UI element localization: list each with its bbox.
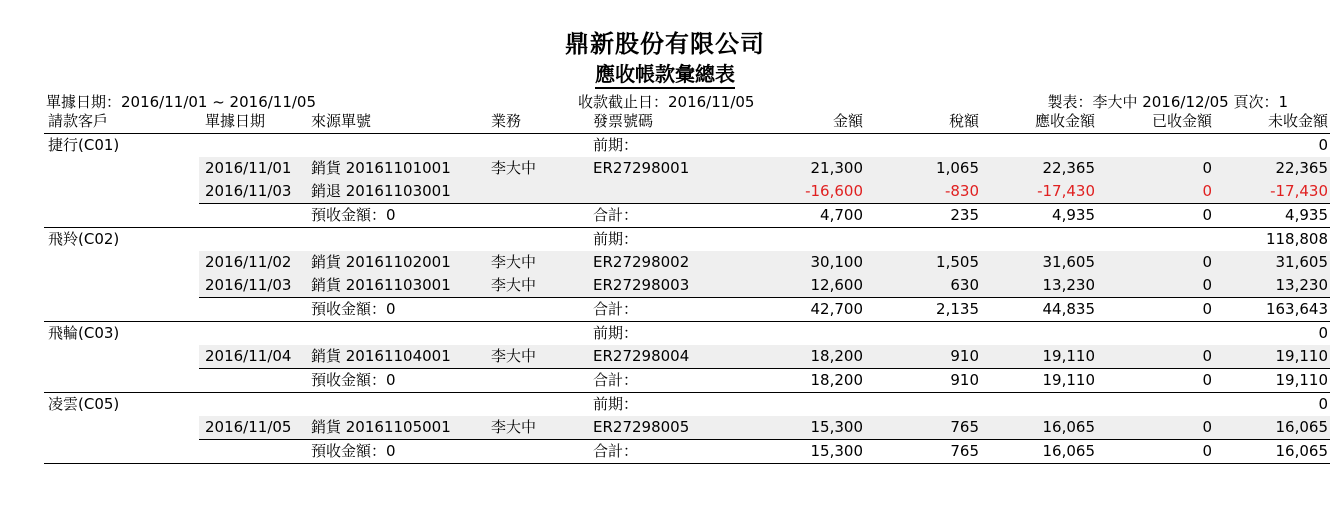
total-tax: 765 <box>865 440 981 464</box>
empty-cell <box>303 134 483 158</box>
empty-cell <box>981 134 1097 158</box>
total-outstanding: 4,935 <box>1214 204 1330 228</box>
customer-row <box>44 322 1330 346</box>
col-amount: 金額 <box>735 110 865 134</box>
total-outstanding: 16,065 <box>1214 440 1330 464</box>
date-range: 單據日期：2016/11/01 ~ 2016/11/05 <box>46 93 317 111</box>
empty-cell <box>199 228 303 252</box>
total-receivable: 4,935 <box>981 204 1097 228</box>
doc-date: 2016/11/03 <box>199 274 303 298</box>
table-row <box>44 274 1330 298</box>
amount-value: 15,300 <box>735 416 865 440</box>
empty-cell <box>303 393 483 417</box>
received-value: 0 <box>1097 180 1214 204</box>
receivable-value: 13,230 <box>981 274 1097 298</box>
maker-and-page: 製表：李大中 2016/12/05 頁次：1 <box>1047 93 1288 111</box>
customer-row <box>44 134 1330 158</box>
total-label: 合計： <box>585 298 735 322</box>
sales-rep: 李大中 <box>483 251 585 274</box>
total-tax: 2,135 <box>865 298 981 322</box>
empty-cell <box>483 393 585 417</box>
sales-rep <box>483 180 585 204</box>
invoice-no: ER27298003 <box>585 274 735 298</box>
total-received: 0 <box>1097 369 1214 393</box>
total-amount: 42,700 <box>735 298 865 322</box>
empty-cell <box>483 228 585 252</box>
doc-date: 2016/11/05 <box>199 416 303 440</box>
outstanding-value: 22,365 <box>1214 157 1330 180</box>
tax-value: 1,505 <box>865 251 981 274</box>
empty-cell <box>483 134 585 158</box>
empty-cell <box>735 322 865 346</box>
col-received: 已收金額 <box>1097 110 1214 134</box>
empty-cell <box>483 369 585 393</box>
prior-balance: 0 <box>1318 324 1328 342</box>
tax-value: -830 <box>865 180 981 204</box>
total-received: 0 <box>1097 298 1214 322</box>
table-row <box>44 180 1330 204</box>
received-value: 0 <box>1097 251 1214 274</box>
prior-label: 前期： <box>593 136 639 154</box>
prior-label: 前期： <box>593 230 639 248</box>
col-customer: 請款客戶 <box>44 110 199 134</box>
outstanding-value: -17,430 <box>1214 180 1330 204</box>
empty-cell <box>199 393 303 417</box>
tax-value: 765 <box>865 416 981 440</box>
empty-cell <box>483 440 585 464</box>
total-received: 0 <box>1097 440 1214 464</box>
total-received: 0 <box>1097 204 1214 228</box>
receivable-value: 31,605 <box>981 251 1097 274</box>
empty-cell <box>303 322 483 346</box>
outstanding-value: 19,110 <box>1214 345 1330 369</box>
empty-cell <box>44 416 199 440</box>
empty-cell <box>981 322 1097 346</box>
sales-rep: 李大中 <box>483 416 585 440</box>
col-sales: 業務 <box>483 110 585 134</box>
col-outstanding: 未收金額 <box>1214 110 1330 134</box>
empty-cell <box>483 322 585 346</box>
source-no: 銷退 20161103001 <box>303 180 483 204</box>
empty-cell <box>865 393 981 417</box>
invoice-no: ER27298002 <box>585 251 735 274</box>
empty-cell <box>44 440 199 464</box>
empty-cell <box>199 369 303 393</box>
empty-cell <box>1097 393 1214 417</box>
customer-name: 飛羚(C02) <box>48 230 120 248</box>
col-receivable: 應收金額 <box>981 110 1097 134</box>
source-no: 銷貨 20161103001 <box>303 274 483 298</box>
empty-cell <box>981 393 1097 417</box>
amount-value: 12,600 <box>735 274 865 298</box>
customer-name: 捷行(C01) <box>48 136 120 154</box>
customer-row <box>44 228 1330 252</box>
col-doc-date: 單據日期 <box>199 110 303 134</box>
empty-cell <box>44 369 199 393</box>
total-amount: 15,300 <box>735 440 865 464</box>
empty-cell <box>303 228 483 252</box>
prepaid-amount: 預收金額：0 <box>303 369 483 393</box>
invoice-no: ER27298001 <box>585 157 735 180</box>
amount-value: 30,100 <box>735 251 865 274</box>
col-source-no: 來源單號 <box>303 110 483 134</box>
empty-cell <box>44 274 199 298</box>
total-amount: 18,200 <box>735 369 865 393</box>
subtotal-row <box>44 298 1330 322</box>
receivable-value: 19,110 <box>981 345 1097 369</box>
prepaid-amount: 預收金額：0 <box>303 298 483 322</box>
tax-value: 1,065 <box>865 157 981 180</box>
empty-cell <box>199 322 303 346</box>
company-name: 鼎新股份有限公司 <box>565 30 765 58</box>
receivable-value: -17,430 <box>981 180 1097 204</box>
customer-name: 飛輪(C03) <box>48 324 120 342</box>
source-no: 銷貨 20161101001 <box>303 157 483 180</box>
amount-value: -16,600 <box>735 180 865 204</box>
amount-value: 21,300 <box>735 157 865 180</box>
total-label: 合計： <box>585 369 735 393</box>
prior-label: 前期： <box>593 324 639 342</box>
report-title <box>0 58 1330 87</box>
prior-balance: 0 <box>1318 395 1328 413</box>
total-label: 合計： <box>585 440 735 464</box>
total-tax: 910 <box>865 369 981 393</box>
total-receivable: 19,110 <box>981 369 1097 393</box>
invoice-no: ER27298004 <box>585 345 735 369</box>
empty-cell <box>735 134 865 158</box>
tax-value: 910 <box>865 345 981 369</box>
table-row <box>44 251 1330 274</box>
doc-date: 2016/11/04 <box>199 345 303 369</box>
empty-cell <box>199 440 303 464</box>
receivable-value: 16,065 <box>981 416 1097 440</box>
empty-cell <box>1097 228 1214 252</box>
col-tax: 稅額 <box>865 110 981 134</box>
prepaid-amount: 預收金額：0 <box>303 440 483 464</box>
empty-cell <box>44 345 199 369</box>
outstanding-value: 16,065 <box>1214 416 1330 440</box>
invoice-no: ER27298005 <box>585 416 735 440</box>
table-header <box>44 110 1330 134</box>
empty-cell <box>44 180 199 204</box>
empty-cell <box>483 298 585 322</box>
table-row <box>44 157 1330 180</box>
empty-cell <box>735 228 865 252</box>
prepaid-amount: 預收金額：0 <box>303 204 483 228</box>
received-value: 0 <box>1097 157 1214 180</box>
doc-date: 2016/11/03 <box>199 180 303 204</box>
table-row <box>44 416 1330 440</box>
customer-name: 凌雲(C05) <box>48 395 120 413</box>
empty-cell <box>44 157 199 180</box>
empty-cell <box>1097 134 1214 158</box>
total-outstanding: 19,110 <box>1214 369 1330 393</box>
receivable-value: 22,365 <box>981 157 1097 180</box>
invoice-no <box>585 180 735 204</box>
empty-cell <box>1097 322 1214 346</box>
prior-balance: 118,808 <box>1265 230 1328 248</box>
subtotal-row <box>44 440 1330 464</box>
source-no: 銷貨 20161105001 <box>303 416 483 440</box>
source-no: 銷貨 20161102001 <box>303 251 483 274</box>
received-value: 0 <box>1097 345 1214 369</box>
empty-cell <box>483 204 585 228</box>
receivables-table <box>44 110 1330 464</box>
outstanding-value: 13,230 <box>1214 274 1330 298</box>
received-value: 0 <box>1097 416 1214 440</box>
total-label: 合計： <box>585 204 735 228</box>
empty-cell <box>865 228 981 252</box>
col-invoice: 發票號碼 <box>585 110 735 134</box>
total-outstanding: 163,643 <box>1214 298 1330 322</box>
total-tax: 235 <box>865 204 981 228</box>
tax-value: 630 <box>865 274 981 298</box>
source-no: 銷貨 20161104001 <box>303 345 483 369</box>
doc-date: 2016/11/02 <box>199 251 303 274</box>
total-receivable: 16,065 <box>981 440 1097 464</box>
customer-row <box>44 393 1330 417</box>
header-row <box>44 110 1330 134</box>
empty-cell <box>44 251 199 274</box>
report-title-text: 應收帳款彙總表 <box>595 62 735 89</box>
empty-cell <box>199 298 303 322</box>
sales-rep: 李大中 <box>483 157 585 180</box>
doc-date: 2016/11/01 <box>199 157 303 180</box>
empty-cell <box>981 228 1097 252</box>
cutoff-date: 收款截止日：2016/11/05 <box>578 93 755 111</box>
empty-cell <box>865 134 981 158</box>
table-row <box>44 345 1330 369</box>
outstanding-value: 31,605 <box>1214 251 1330 274</box>
amount-value: 18,200 <box>735 345 865 369</box>
prior-label: 前期： <box>593 395 639 413</box>
empty-cell <box>44 298 199 322</box>
total-amount: 4,700 <box>735 204 865 228</box>
empty-cell <box>735 393 865 417</box>
total-receivable: 44,835 <box>981 298 1097 322</box>
table-body <box>44 134 1330 464</box>
prior-balance: 0 <box>1318 136 1328 154</box>
subtotal-row <box>44 204 1330 228</box>
empty-cell <box>44 204 199 228</box>
empty-cell <box>865 322 981 346</box>
subtotal-row <box>44 369 1330 393</box>
sales-rep: 李大中 <box>483 345 585 369</box>
sales-rep: 李大中 <box>483 274 585 298</box>
received-value: 0 <box>1097 274 1214 298</box>
empty-cell <box>199 134 303 158</box>
empty-cell <box>199 204 303 228</box>
